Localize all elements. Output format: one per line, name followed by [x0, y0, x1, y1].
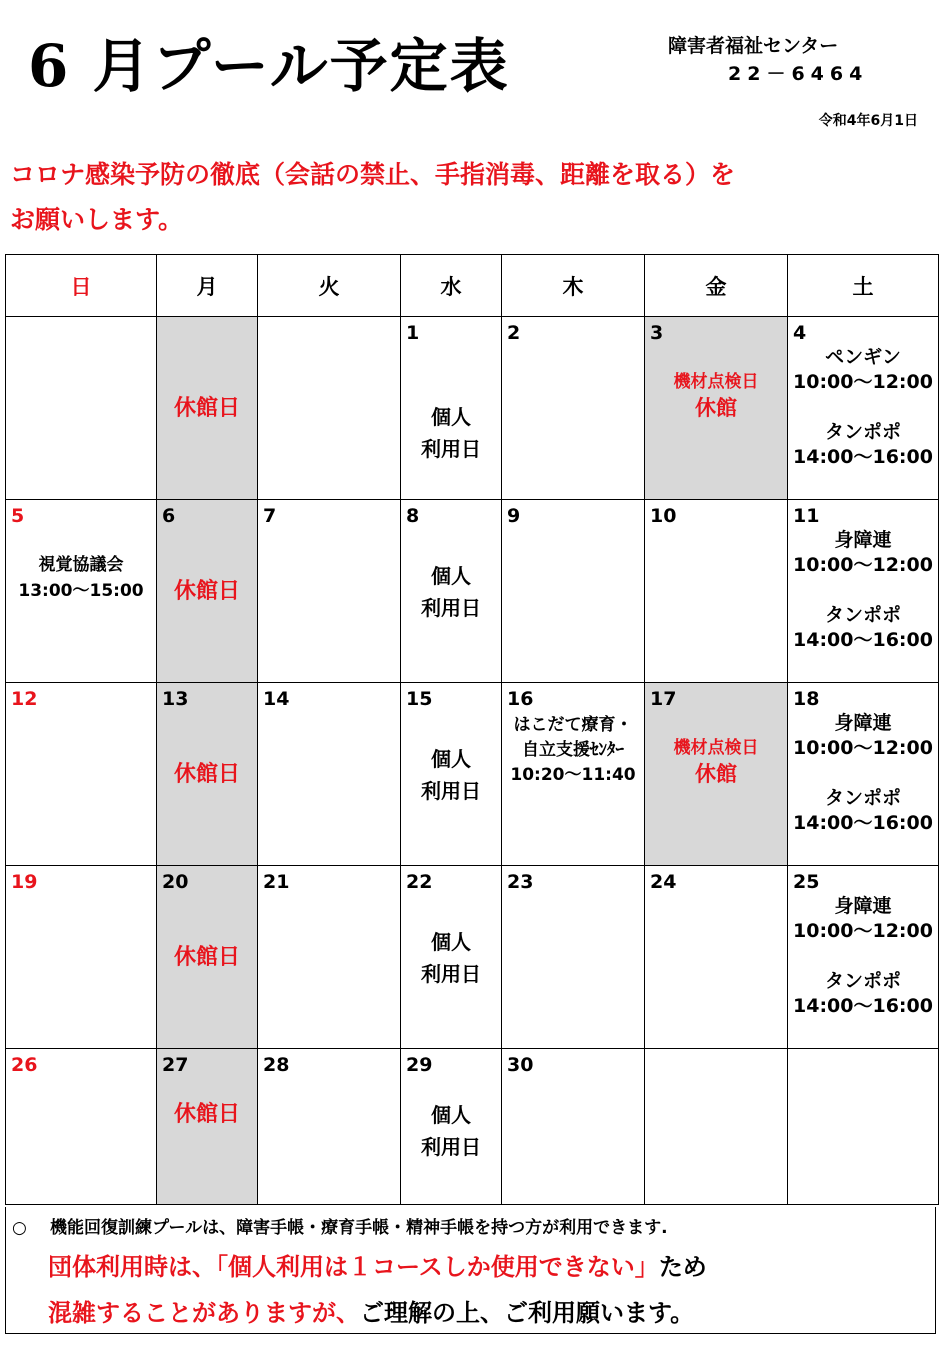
saturday-schedule — [788, 711, 938, 836]
day-cell-8 — [401, 500, 502, 683]
event-label — [502, 713, 644, 788]
notice-line-1: コロナ感染予防の徹底（会話の禁止、手指消毒、距離を取る）を — [10, 160, 736, 189]
day-cell-1 — [401, 317, 502, 500]
bullet-circle: ○ — [12, 1218, 27, 1238]
event-time: 10:20～11:40 — [510, 765, 636, 785]
day-number: 5 — [11, 505, 25, 527]
day-number: 22 — [406, 871, 433, 893]
individual-use-label — [401, 1099, 501, 1163]
day-number: 28 — [263, 1054, 290, 1076]
week-row — [6, 500, 939, 683]
group-name: タンポポ — [824, 787, 901, 809]
individual-line-1: 個人 — [431, 1103, 471, 1127]
inspection-line-2: 休館 — [695, 762, 737, 786]
day-cell-20 — [157, 866, 258, 1049]
day-cell-13 — [157, 683, 258, 866]
day-number: 8 — [406, 505, 420, 527]
day-cell-empty — [6, 317, 157, 500]
day-cell-6 — [157, 500, 258, 683]
day-cell-empty — [645, 1049, 788, 1205]
closed-label: 休館日 — [173, 579, 240, 604]
day-number: 6 — [162, 505, 176, 527]
day-number: 11 — [793, 505, 820, 527]
footer-notes — [5, 1207, 936, 1334]
individual-line-2: 利用日 — [421, 596, 481, 620]
notice — [10, 152, 930, 242]
day-cell-19 — [6, 866, 157, 1049]
event-label — [6, 552, 156, 604]
group-time: 14:00～16:00 — [793, 995, 933, 1017]
page-title: 6 月プール予定表 — [28, 32, 510, 100]
weekday-sat: 土 — [788, 255, 939, 317]
day-cell-empty-closed — [157, 317, 258, 500]
group-name: 身障連 — [834, 712, 892, 734]
event-line-2: 自立支援ｾﾝﾀｰ — [522, 740, 624, 760]
day-cell-26 — [6, 1049, 157, 1205]
day-number: 18 — [793, 688, 820, 710]
day-number: 21 — [263, 871, 290, 893]
closed-label: 休館日 — [173, 396, 240, 421]
individual-line-2: 利用日 — [421, 962, 481, 986]
saturday-schedule — [788, 528, 938, 653]
individual-use-label — [401, 560, 501, 624]
day-cell-7 — [258, 500, 401, 683]
closed-label: 休館日 — [173, 945, 240, 970]
week-row — [6, 683, 939, 866]
group-time: 14:00～16:00 — [793, 446, 933, 468]
individual-line-1: 個人 — [431, 405, 471, 429]
group-name: 身障連 — [834, 529, 892, 551]
group-time: 10:00～12:00 — [793, 737, 933, 759]
day-cell-29 — [401, 1049, 502, 1205]
day-number: 14 — [263, 688, 290, 710]
individual-use-label — [401, 743, 501, 807]
inspection-line-1: 機材点検日 — [673, 372, 759, 392]
day-number: 20 — [162, 871, 189, 893]
footer-line-1 — [12, 1213, 668, 1238]
individual-use-label — [401, 401, 501, 465]
day-cell-15 — [401, 683, 502, 866]
event-line-1: はこだて療育・ — [513, 715, 633, 735]
footer-line-3-red: 混雑することがありますが、 — [48, 1299, 360, 1327]
inspection-line-1: 機材点検日 — [673, 738, 759, 758]
day-number: 7 — [263, 505, 277, 527]
day-cell-28 — [258, 1049, 401, 1205]
day-number: 9 — [507, 505, 521, 527]
day-number: 24 — [650, 871, 677, 893]
individual-line-2: 利用日 — [421, 779, 481, 803]
day-cell-empty — [258, 317, 401, 500]
footer-line-2-red: 団体利用時は、「個人利用は１コースしか使用できない」 — [48, 1253, 659, 1281]
individual-line-2: 利用日 — [421, 437, 481, 461]
day-number: 17 — [650, 688, 677, 710]
day-number: 1 — [406, 322, 420, 344]
saturday-schedule — [788, 345, 938, 470]
weekday-thu: 木 — [502, 255, 645, 317]
day-number: 13 — [162, 688, 189, 710]
event-time: 13:00～15:00 — [18, 581, 144, 601]
closed-label: 休館日 — [173, 762, 240, 787]
group-name: タンポポ — [824, 604, 901, 626]
day-cell-23 — [502, 866, 645, 1049]
day-cell-30 — [502, 1049, 645, 1205]
org-name: 障害者福祉センター — [668, 35, 839, 57]
day-number: 10 — [650, 505, 677, 527]
week-row — [6, 317, 939, 500]
day-number: 2 — [507, 322, 521, 344]
day-cell-14 — [258, 683, 401, 866]
week-row — [6, 866, 939, 1049]
day-cell-25 — [788, 866, 939, 1049]
day-cell-2 — [502, 317, 645, 500]
issue-date: 令和4年6月1日 — [818, 113, 918, 129]
individual-line-1: 個人 — [431, 747, 471, 771]
footer-line-3-black: ご理解の上、ご利用願います。 — [360, 1299, 695, 1327]
group-name: 身障連 — [834, 895, 892, 917]
weekday-wed: 水 — [401, 255, 502, 317]
day-number: 30 — [507, 1054, 534, 1076]
day-cell-10 — [645, 500, 788, 683]
calendar-table — [5, 254, 939, 1205]
notice-line-2: お願いします。 — [10, 205, 184, 234]
day-number: 26 — [11, 1054, 38, 1076]
group-name: タンポポ — [824, 421, 901, 443]
day-number: 12 — [11, 688, 38, 710]
footer-line-3 — [48, 1293, 694, 1328]
day-cell-24 — [645, 866, 788, 1049]
weekday-sun: 日 — [6, 255, 157, 317]
weekday-fri: 金 — [645, 255, 788, 317]
phone-number: 22－6464 — [728, 63, 869, 85]
day-cell-empty — [788, 1049, 939, 1205]
group-time: 10:00～12:00 — [793, 920, 933, 942]
day-cell-17 — [645, 683, 788, 866]
saturday-schedule — [788, 894, 938, 1019]
group-time: 14:00～16:00 — [793, 812, 933, 834]
week-row — [6, 1049, 939, 1205]
footer-line-2 — [48, 1247, 707, 1282]
weekday-tue: 火 — [258, 255, 401, 317]
group-time: 10:00～12:00 — [793, 371, 933, 393]
day-number: 25 — [793, 871, 820, 893]
day-cell-11 — [788, 500, 939, 683]
inspection-label — [645, 735, 787, 787]
day-number: 19 — [11, 871, 38, 893]
day-number: 4 — [793, 322, 807, 344]
day-cell-3 — [645, 317, 788, 500]
day-cell-16 — [502, 683, 645, 866]
group-name: ペンギン — [825, 346, 901, 368]
day-cell-9 — [502, 500, 645, 683]
day-number: 27 — [162, 1054, 189, 1076]
individual-line-1: 個人 — [431, 564, 471, 588]
inspection-line-2: 休館 — [695, 396, 737, 420]
day-number: 16 — [507, 688, 534, 710]
group-time: 10:00～12:00 — [793, 554, 933, 576]
day-number: 29 — [406, 1054, 433, 1076]
individual-line-1: 個人 — [431, 930, 471, 954]
day-cell-5 — [6, 500, 157, 683]
inspection-label — [645, 369, 787, 421]
group-name: タンポポ — [824, 970, 901, 992]
group-time: 14:00～16:00 — [793, 629, 933, 651]
individual-line-2: 利用日 — [421, 1135, 481, 1159]
closed-label: 休館日 — [173, 1102, 240, 1127]
individual-use-label — [401, 926, 501, 990]
day-number: 23 — [507, 871, 534, 893]
day-cell-4 — [788, 317, 939, 500]
day-cell-18 — [788, 683, 939, 866]
day-number: 15 — [406, 688, 433, 710]
day-cell-27 — [157, 1049, 258, 1205]
day-cell-21 — [258, 866, 401, 1049]
footer-line-2-black: ため — [658, 1253, 707, 1281]
weekday-header-row — [6, 255, 939, 317]
event-name: 視覚協議会 — [38, 555, 124, 575]
footer-line-1-text: 機能回復訓練プールは、障害手帳・療育手帳・精神手帳を持つ方が利用できます. — [50, 1218, 668, 1238]
day-number: 3 — [650, 322, 664, 344]
day-cell-22 — [401, 866, 502, 1049]
day-cell-12 — [6, 683, 157, 866]
weekday-mon: 月 — [157, 255, 258, 317]
